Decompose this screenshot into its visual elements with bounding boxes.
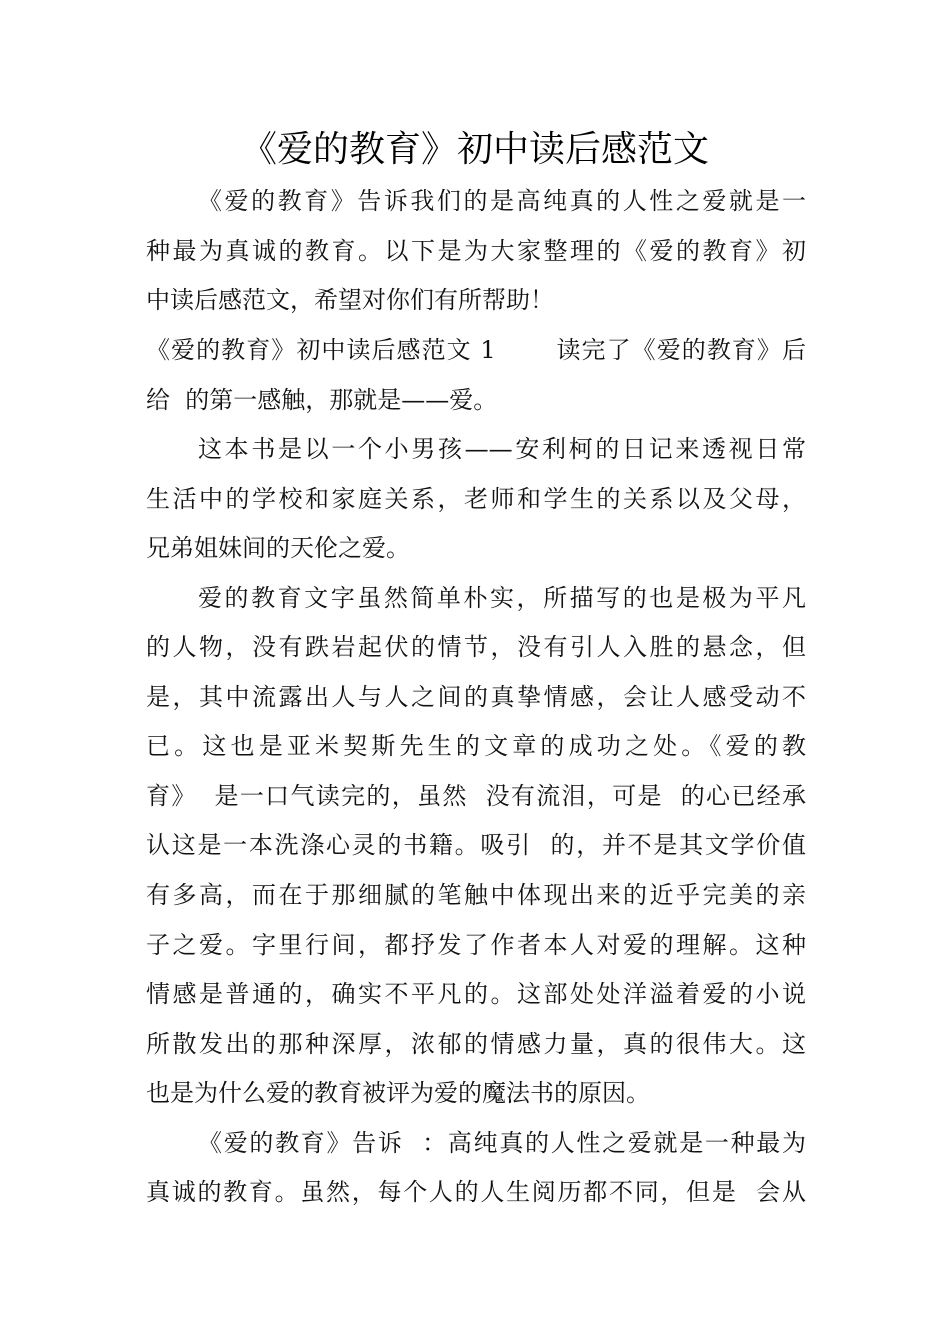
text-line: 给 的第一感触，那就是——爱。 (146, 386, 498, 414)
text-line: 也是为什么爱的教育被评为爱的魔法书的原因。 (146, 1079, 650, 1107)
text-line: 有多高，而在于那细腻的笔触中体现出来的近乎完美的亲 (146, 881, 806, 909)
text-line: 兄弟姐妹间的天伦之爱。 (146, 534, 410, 562)
document-title: 《爱的教育》初中读后感范文 (240, 129, 709, 170)
text-line: 已。这也是亚米契斯先生的文章的成功之处。《爱的教 (146, 732, 806, 760)
text-line: 的人物，没有跌岩起伏的情节，没有引人入胜的悬念，但 (146, 633, 806, 661)
text-line: 爱的教育文字虽然简单朴实，所描写的也是极为平凡 (198, 584, 806, 612)
text-line: 《爱的教育》告诉 ：高纯真的人性之爱就是一种最为 (198, 1129, 806, 1157)
text-line: 子之爱。字里行间，都抒发了作者本人对爱的理解。这种 (146, 931, 806, 959)
text-line: 认这是一本洗涤心灵的书籍。吸引 的，并不是其文学价值 (146, 831, 806, 859)
text-line: 情感是普通的，确实不平凡的。这部处处洋溢着爱的小说 (146, 980, 806, 1008)
text-line: 是，其中流露出人与人之间的真挚情感，会让人感受动不 (146, 683, 806, 711)
text-line: 《爱的教育》告诉我们的是高纯真的人性之爱就是一 (198, 187, 806, 215)
text-line: 所散发出的那种深厚，浓郁的情感力量，真的很伟大。这 (146, 1030, 806, 1058)
text-line: 真诚的教育。虽然，每个人的人生阅历都不同，但是 会从 (146, 1178, 806, 1206)
text-line: 这本书是以一个小男孩——安利柯的日记来透视日常 (198, 435, 806, 463)
text-line: 中读后感范文，希望对你们有所帮助！ (146, 286, 554, 314)
text-line: 《爱的教育》初中读后感范文 1 读完了《爱的教育》后 (146, 336, 806, 364)
text-line: 育》 是一口气读完的，虽然 没有流泪，可是 的心已经承 (146, 782, 806, 810)
text-line: 种最为真诚的教育。以下是为大家整理的《爱的教育》初 (146, 237, 806, 265)
text-line: 生活中的学校和家庭关系，老师和学生的关系以及父母， (146, 485, 806, 513)
